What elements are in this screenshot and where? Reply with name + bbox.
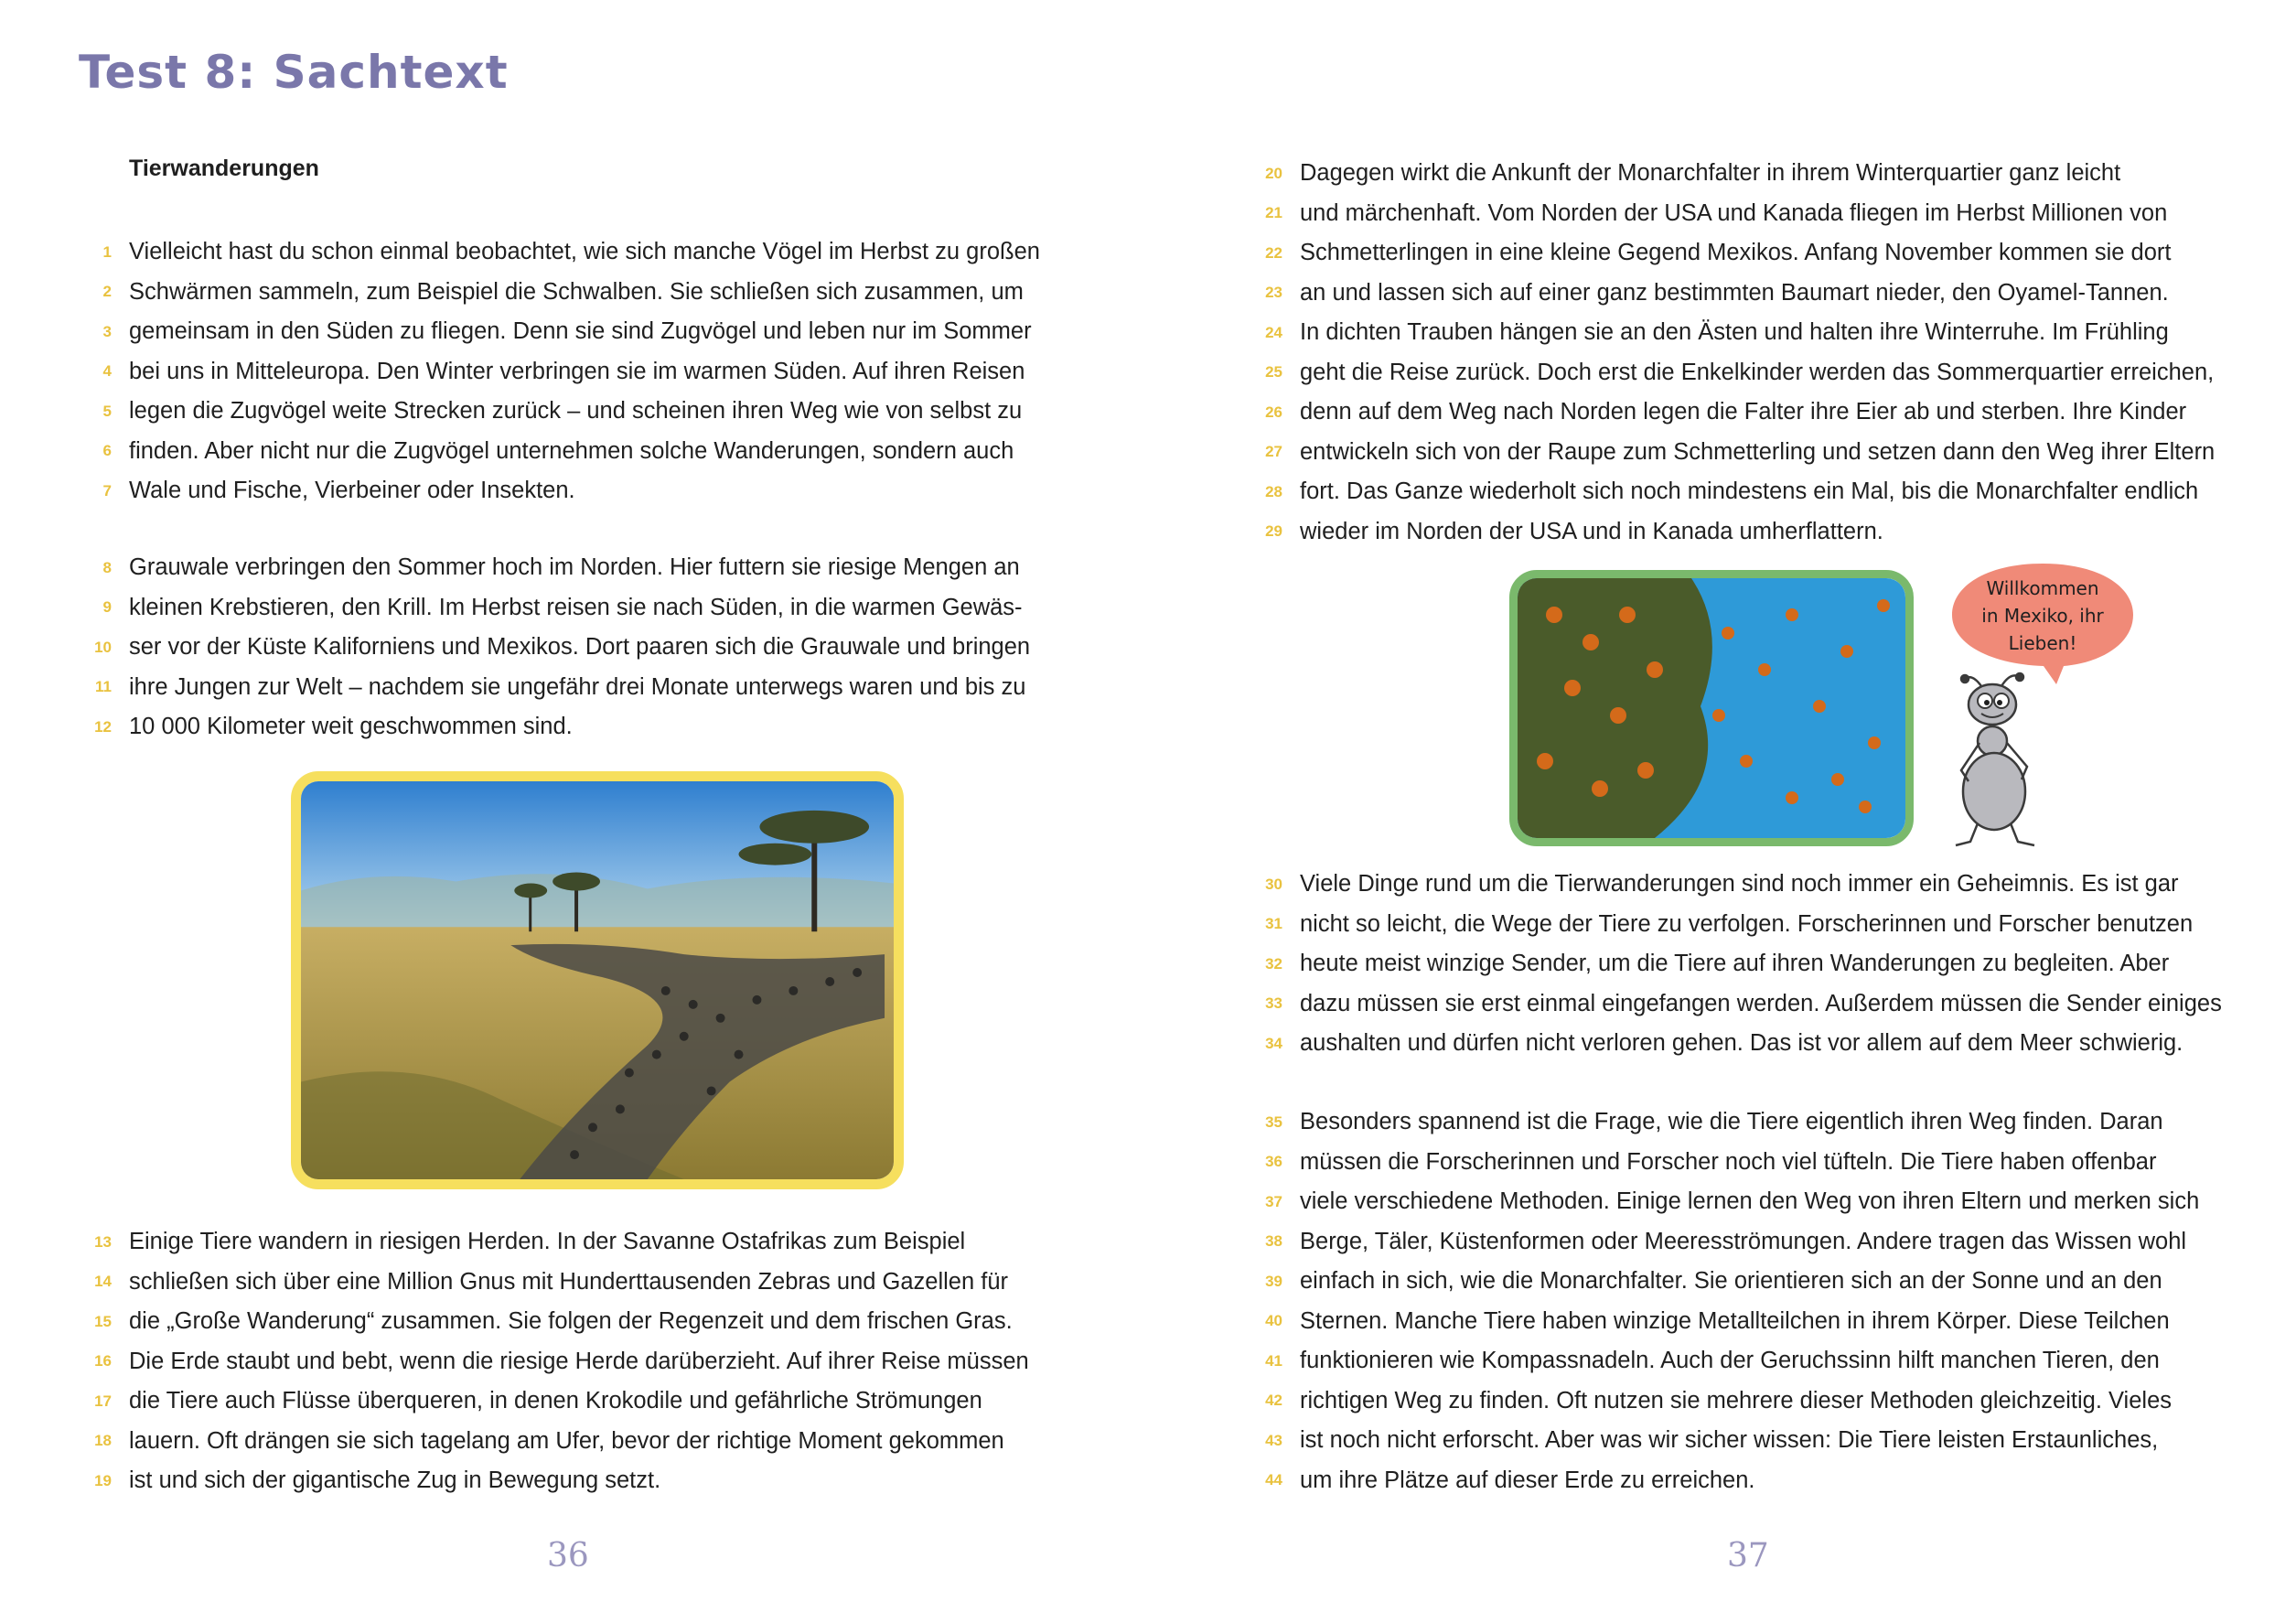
line-text: und märchenhaft. Vom Norden der USA und Kanada fliegen im Herbst Millionen von — [1300, 199, 2168, 226]
line-text: bei uns in Mitteleuropa. Den Winter verbringen sie im warmen Süden. Auf ihren Reisen — [129, 358, 1025, 384]
line-number: 41 — [1265, 1351, 1282, 1370]
text-line — [73, 1302, 1029, 1342]
line-number: 30 — [1265, 875, 1282, 893]
line-text: Schwärmen sammeln, zum Beispiel die Schwalben. Sie schließen sich zusammen, um — [129, 278, 1024, 305]
text-line — [73, 1263, 1029, 1303]
line-number: 10 — [94, 638, 112, 656]
text-line — [73, 588, 1030, 629]
text-line — [73, 1342, 1029, 1382]
line-text: In dichten Trauben hängen sie an den Ästen und halten ihre Winterruhe. Im Frühling — [1300, 319, 2169, 346]
line-number: 2 — [102, 283, 112, 301]
line-number: 25 — [1265, 363, 1282, 382]
text-line — [1244, 944, 2222, 984]
text-line — [73, 312, 1040, 352]
page-number-right: 37 — [1727, 1537, 1769, 1575]
line-text: Besonders spannend ist die Frage, wie die Tiere eigentlich ihren Weg finden. Daran — [1300, 1109, 2163, 1135]
line-number: 39 — [1265, 1272, 1282, 1290]
text-line — [1244, 1143, 2199, 1183]
line-text: um ihre Plätze auf dieser Erde zu erreichen. — [1300, 1467, 1755, 1493]
ant-mascot-icon — [1937, 668, 2065, 851]
line-text: Berge, Täler, Küstenformen oder Meeresströmungen. Andere tragen das Wissen wohl — [1300, 1228, 2187, 1254]
text-line — [73, 1222, 1029, 1263]
text-line — [73, 392, 1040, 432]
line-text: Viele Dinge rund um die Tierwanderungen sind noch immer ein Geheimnis. Es ist gar — [1300, 871, 2179, 897]
line-text: heute meist winzige Sender, um die Tiere auf ihren Wanderungen zu begleiten. Aber — [1300, 951, 2170, 977]
line-text: legen die Zugvögel weite Strecken zurück – und scheinen ihren Weg wie von selbst zu — [129, 398, 1023, 425]
text-line — [73, 668, 1030, 708]
text-line — [73, 1422, 1029, 1462]
text-line — [1244, 274, 2215, 314]
wildebeest-migration-photo — [291, 771, 904, 1189]
line-number: 31 — [1265, 915, 1282, 933]
paragraph-3 — [73, 1222, 1029, 1501]
paragraph-6 — [1244, 1102, 2199, 1500]
line-text: einfach in sich, wie die Monarchfalter. Sie orientieren sich an der Sonne und an den — [1300, 1268, 2162, 1295]
line-number: 43 — [1265, 1431, 1282, 1449]
text-line — [1244, 433, 2215, 473]
line-text: ihre Jungen zur Welt – nachdem sie ungefähr drei Monate unterwegs waren und bis zu — [129, 673, 1026, 700]
line-text: richtigen Weg zu finden. Oft nutzen sie mehrere dieser Methoden gleichzeitig. Vieles — [1300, 1387, 2173, 1413]
text-line — [1244, 1421, 2199, 1461]
line-number: 35 — [1265, 1112, 1282, 1131]
line-text: ser vor der Küste Kaliforniens und Mexikos. Dort paaren sich die Grauwale und bringen — [129, 634, 1031, 661]
line-text: 10 000 Kilometer weit geschwommen sind. — [129, 714, 573, 740]
line-number: 13 — [94, 1232, 112, 1251]
line-text: kleinen Krebstieren, den Krill. Im Herbst reisen sie nach Süden, in die warmen Gewäs- — [129, 594, 1023, 620]
line-number: 7 — [102, 481, 112, 500]
line-number: 5 — [102, 402, 112, 420]
line-text: aushalten und dürfen nicht verloren gehen. Das ist vor allem auf dem Meer schwierig. — [1300, 1030, 2183, 1057]
text-line — [73, 628, 1030, 668]
line-number: 1 — [102, 242, 112, 261]
text-line — [73, 432, 1040, 472]
line-number: 15 — [94, 1312, 112, 1330]
speech-bubble-text: Willkommen in Mexiko, ihr Lieben! — [1981, 577, 2104, 654]
line-text: wieder im Norden der USA und in Kanada umherflattern. — [1300, 518, 1883, 544]
line-number: 26 — [1265, 403, 1282, 421]
line-number: 12 — [94, 717, 112, 736]
text-line — [1244, 1461, 2199, 1501]
line-number: 3 — [102, 322, 112, 340]
text-line — [1244, 1182, 2199, 1222]
text-line — [1244, 984, 2222, 1025]
line-text: Grauwale verbringen den Sommer hoch im Norden. Hier futtern sie riesige Mengen an — [129, 554, 1020, 581]
text-line — [1244, 1381, 2199, 1422]
line-text: die Tiere auch Flüsse überqueren, in denen Krokodile und gefährliche Strömungen — [129, 1388, 982, 1414]
line-number: 18 — [94, 1432, 112, 1450]
text-line — [73, 1461, 1029, 1501]
text-line — [1244, 392, 2215, 433]
line-number: 27 — [1265, 443, 1282, 461]
line-number: 44 — [1265, 1471, 1282, 1489]
text-line — [1244, 1024, 2222, 1064]
line-text: Vielleicht hast du schon einmal beobachtet, wie sich manche Vögel im Herbst zu großen — [129, 239, 1040, 265]
line-number: 16 — [94, 1352, 112, 1370]
line-number: 24 — [1265, 323, 1282, 341]
line-number: 28 — [1265, 482, 1282, 500]
line-text: viele verschiedene Methoden. Einige lernen den Weg von ihren Eltern und merken sich — [1300, 1188, 2200, 1215]
line-number: 42 — [1265, 1392, 1282, 1410]
line-number: 19 — [94, 1471, 112, 1489]
line-number: 4 — [102, 362, 112, 381]
line-number: 6 — [102, 442, 112, 460]
text-line — [73, 471, 1040, 511]
line-text: denn auf dem Weg nach Norden legen die Falter ihre Eier ab und sterben. Ihre Kinder — [1300, 399, 2187, 425]
line-text: nicht so leicht, die Wege der Tiere zu verfolgen. Forscherinnen und Forscher benutzen — [1300, 910, 2194, 937]
paragraph-1 — [73, 232, 1040, 511]
page-title: Test 8: Sachtext — [79, 46, 509, 99]
monarch-butterflies-photo — [1509, 570, 1914, 846]
line-text: finden. Aber nicht nur die Zugvögel unternehmen solche Wanderungen, sondern auch — [129, 437, 1014, 464]
paragraph-2 — [73, 548, 1030, 747]
line-text: Schmetterlingen in eine kleine Gegend Mexikos. Anfang November kommen sie dort — [1300, 240, 2172, 266]
line-text: entwickeln sich von der Raupe zum Schmetterling und setzen dann den Weg ihrer Eltern — [1300, 438, 2216, 465]
text-line — [1244, 865, 2222, 905]
line-text: gemeinsam in den Süden zu fliegen. Denn sie sind Zugvögel und leben nur im Sommer — [129, 318, 1032, 345]
text-line — [1244, 512, 2215, 553]
line-number: 40 — [1265, 1312, 1282, 1330]
line-number: 33 — [1265, 994, 1282, 1013]
line-text: lauern. Oft drängen sie sich tagelang am Ufer, bevor der richtige Moment gekommen — [129, 1427, 1004, 1454]
text-line — [73, 232, 1040, 273]
paragraph-4 — [1244, 154, 2215, 552]
speech-bubble — [1947, 558, 2139, 686]
line-number: 32 — [1265, 954, 1282, 973]
line-text: müssen die Forscherinnen und Forscher noch viel tüfteln. Die Tiere haben offenbar — [1300, 1148, 2157, 1175]
text-line — [1244, 1262, 2199, 1302]
line-text: die „Große Wanderung“ zusammen. Sie folgen der Regenzeit und dem frischen Gras. — [129, 1308, 1013, 1335]
text-line — [73, 707, 1030, 747]
line-text: Die Erde staubt und bebt, wenn die riesige Herde darüberzieht. Auf ihrer Reise müssen — [129, 1348, 1029, 1374]
line-number: 21 — [1265, 204, 1282, 222]
line-number: 23 — [1265, 284, 1282, 302]
line-text: fort. Das Ganze wiederholt sich noch mindestens ein Mal, bis die Monarchfalter endlich — [1300, 478, 2199, 505]
line-number: 11 — [95, 678, 112, 696]
text-line — [1244, 154, 2215, 194]
line-text: funktionieren wie Kompassnadeln. Auch der Geruchssinn hilft manchen Tieren, den — [1300, 1348, 2160, 1374]
text-line — [1244, 1302, 2199, 1342]
text-line — [73, 273, 1040, 313]
text-line — [73, 352, 1040, 392]
line-text: ist noch nicht erforscht. Aber was wir sicher wissen: Die Tiere leisten Erstaunliches, — [1300, 1427, 2159, 1454]
line-text: Einige Tiere wandern in riesigen Herden. In der Savanne Ostafrikas zum Beispiel — [129, 1229, 966, 1255]
line-text: geht die Reise zurück. Doch erst die Enkelkinder werden das Sommerquartier erreichen, — [1300, 359, 2215, 385]
line-number: 34 — [1265, 1034, 1282, 1052]
line-number: 38 — [1265, 1232, 1282, 1251]
text-line — [73, 1381, 1029, 1422]
line-text: ist und sich der gigantische Zug in Bewegung setzt. — [129, 1467, 661, 1494]
text-line — [73, 548, 1030, 588]
text-line — [1244, 233, 2215, 274]
line-number: 22 — [1265, 243, 1282, 262]
line-number: 9 — [102, 598, 112, 617]
line-number: 37 — [1265, 1192, 1282, 1210]
line-text: Wale und Fische, Vierbeiner oder Insekten. — [129, 478, 575, 504]
text-line — [1244, 313, 2215, 353]
line-number: 29 — [1265, 522, 1282, 541]
text-line — [1244, 353, 2215, 393]
line-number: 20 — [1265, 164, 1282, 182]
text-line — [1244, 905, 2222, 945]
line-text: schließen sich über eine Million Gnus mit Hunderttausenden Zebras und Gazellen für — [129, 1268, 1009, 1295]
line-number: 14 — [94, 1273, 112, 1291]
line-text: Dagegen wirkt die Ankunft der Monarchfalter in ihrem Winterquartier ganz leicht — [1300, 160, 2121, 187]
line-number: 17 — [94, 1392, 112, 1410]
text-line — [1244, 1102, 2199, 1143]
text-line — [1244, 1222, 2199, 1263]
line-text: dazu müssen sie erst einmal eingefangen werden. Außerdem müssen die Sender einiges — [1300, 990, 2222, 1016]
line-text: an und lassen sich auf einer ganz bestimmten Baumart nieder, den Oyamel-Tannen. — [1300, 279, 2169, 306]
paragraph-5 — [1244, 865, 2222, 1064]
line-number: 36 — [1265, 1153, 1282, 1171]
page-number-left: 36 — [547, 1537, 589, 1575]
text-line — [1244, 472, 2215, 512]
text-line — [1244, 1341, 2199, 1381]
line-number: 8 — [102, 558, 112, 576]
line-text: Sternen. Manche Tiere haben winzige Metallteilchen in ihrem Körper. Diese Teilchen — [1300, 1307, 2170, 1334]
text-line — [1244, 194, 2215, 234]
article-heading: Tierwanderungen — [129, 156, 319, 181]
